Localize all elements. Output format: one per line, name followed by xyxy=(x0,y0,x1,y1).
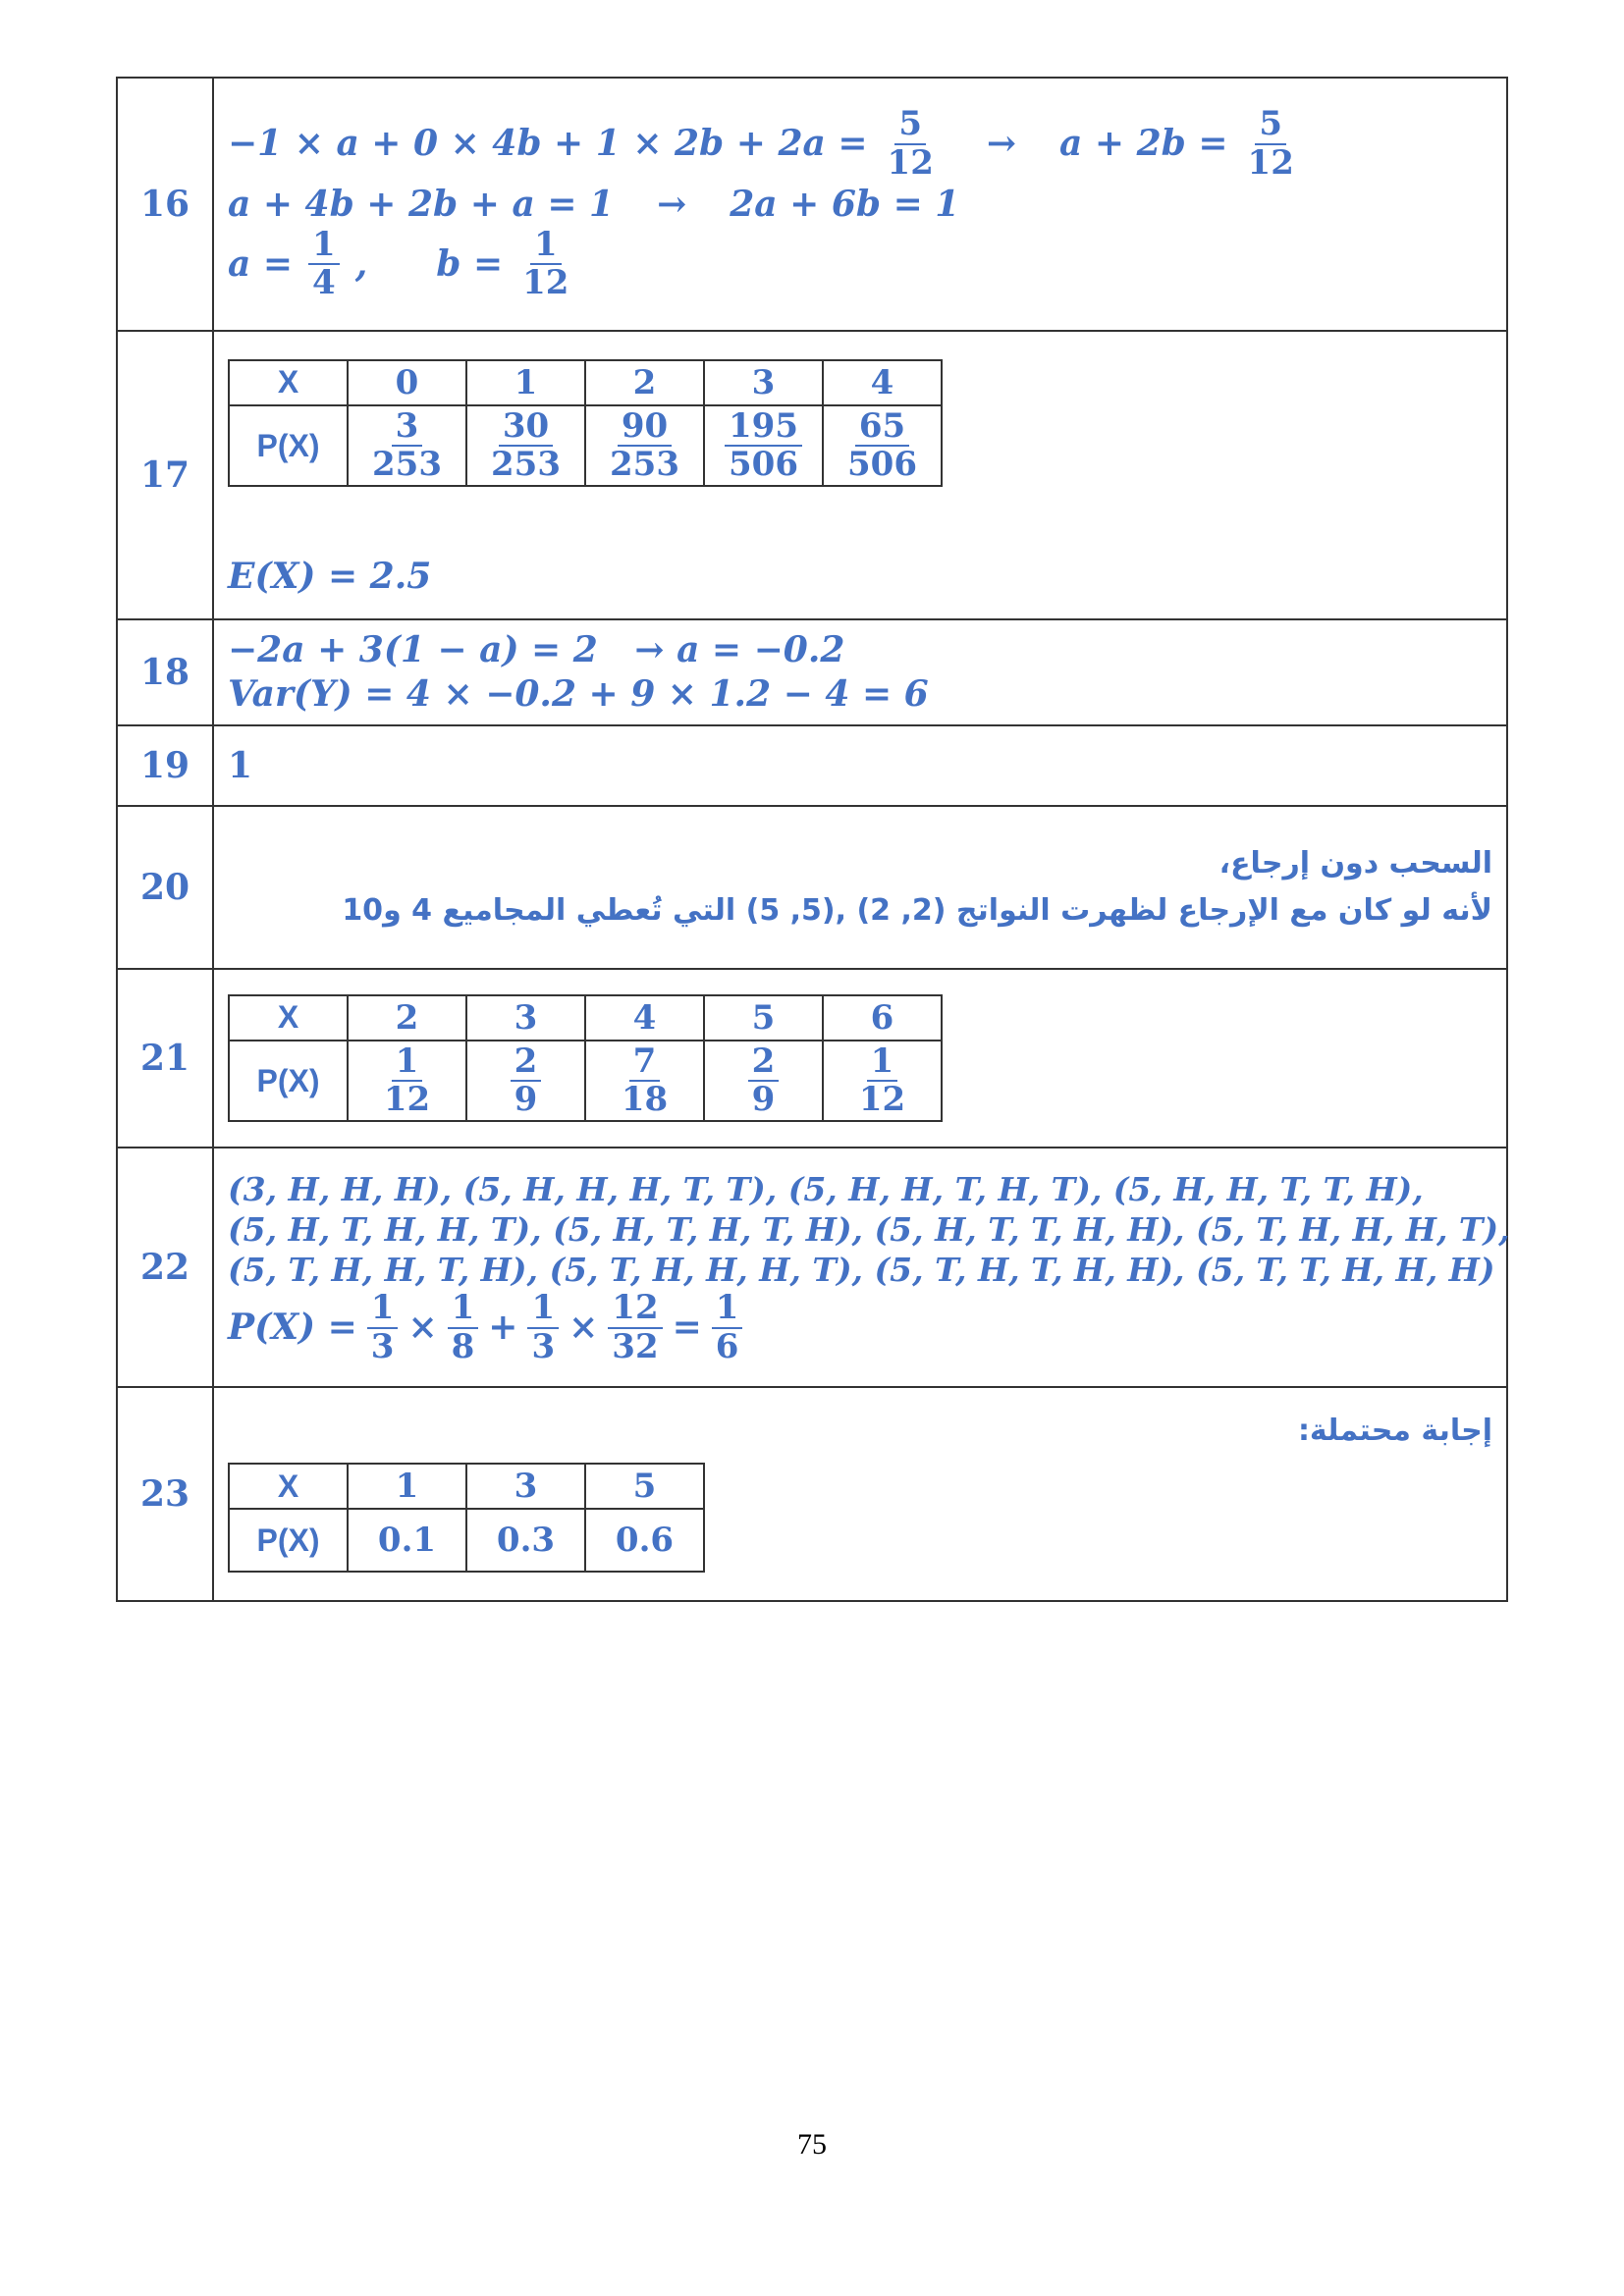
operator: × xyxy=(407,1307,438,1349)
answer-content xyxy=(213,1148,1510,1387)
x-label: X xyxy=(229,360,348,405)
expectation-line: E(X) = 2.5 xyxy=(228,555,432,597)
equation-text: P(X) = xyxy=(228,1307,357,1349)
distribution-table xyxy=(228,994,943,1123)
equation-text: a = xyxy=(228,242,294,285)
p-value: $\frac{30}{253}$ xyxy=(466,405,585,487)
outcomes-line: (5, H, T, H, H, T), (5, H, T, H, T, H), (5, H, T, T, H, H), (5, T, H, H, H, T), xyxy=(228,1209,1510,1249)
fraction: $\frac{1}{12}$ xyxy=(522,225,569,303)
fraction: $\frac{1}{4}$ xyxy=(308,227,340,302)
question-number: 19 xyxy=(117,725,213,806)
x-value: 4 xyxy=(585,995,704,1041)
equation-line: Var(Y) = 4 × −0.2 + 9 × 1.2 − 4 = 6 xyxy=(228,673,929,715)
equation-line xyxy=(228,182,1492,227)
probability-line xyxy=(228,1290,1492,1365)
equation-line xyxy=(228,106,1492,182)
answer-content xyxy=(213,331,1507,619)
answer-value: 1 xyxy=(228,744,253,786)
answer-content xyxy=(213,78,1507,331)
fraction: $\frac{1}{3}$ xyxy=(367,1290,399,1365)
answer-row-19 xyxy=(117,725,1507,806)
arabic-text-line: إجابة محتملة: xyxy=(1297,1414,1492,1448)
x-value: 3 xyxy=(704,360,823,405)
answer-content xyxy=(213,1387,1507,1601)
x-label: X xyxy=(229,1464,348,1509)
arrow-symbol: → xyxy=(986,123,1017,165)
x-value: 2 xyxy=(348,995,466,1041)
x-value: 0 xyxy=(348,360,466,405)
p-value: $\frac{1}{12}$ xyxy=(823,1041,942,1122)
question-number: 22 xyxy=(117,1148,213,1387)
arabic-text-line: السحب دون إرجاع، xyxy=(1218,846,1492,881)
equation-line: −2a + 3(1 − a) = 2 → a = −0.2 xyxy=(228,629,845,670)
answer-row-20 xyxy=(117,806,1507,969)
operator: = xyxy=(672,1307,702,1349)
question-number: 16 xyxy=(117,78,213,331)
fraction: $\frac{5}{12}$ xyxy=(887,104,934,183)
x-value: 5 xyxy=(585,1464,704,1509)
p-value: $\frac{7}{18}$ xyxy=(585,1041,704,1122)
p-value: $\frac{2}{9}$ xyxy=(466,1041,585,1122)
arrow-symbol: → xyxy=(657,183,687,225)
distribution-table xyxy=(228,1463,705,1573)
fraction: $\frac{1}{8}$ xyxy=(448,1290,479,1365)
x-value: 3 xyxy=(466,1464,585,1509)
equation-text: b = xyxy=(436,242,504,285)
answer-content xyxy=(213,806,1507,969)
operator: × xyxy=(568,1307,599,1349)
fraction: $\frac{1}{6}$ xyxy=(712,1290,743,1365)
p-value: $\frac{2}{9}$ xyxy=(704,1041,823,1122)
question-number: 20 xyxy=(117,806,213,969)
p-value: $\frac{90}{253}$ xyxy=(585,405,704,487)
equation-text: 2a + 6b = 1 xyxy=(730,183,960,225)
outcomes-line: (3, H, H, H), (5, H, H, H, T, T), (5, H, H, T, H, T), (5, H, H, T, T, H), xyxy=(228,1169,1424,1208)
x-value: 4 xyxy=(823,360,942,405)
p-value: $\frac{3}{253}$ xyxy=(348,405,466,487)
answer-row-23 xyxy=(117,1387,1507,1601)
x-value: 1 xyxy=(348,1464,466,1509)
x-value: 3 xyxy=(466,995,585,1041)
answer-row-21 xyxy=(117,969,1507,1148)
equation-text: a + 2b = xyxy=(1059,123,1228,165)
page-number: 75 xyxy=(797,2128,827,2161)
fraction: $\frac{1}{3}$ xyxy=(527,1290,559,1365)
p-value: 0.3 xyxy=(466,1509,585,1572)
answer-content xyxy=(213,725,1507,806)
p-value: 0.1 xyxy=(348,1509,466,1572)
arabic-text-line: لأنه لو كان مع الإرجاع لظهرت النواتج (2, 2) ,(5, 5) التي تُعطي المجاميع 4 و10 xyxy=(342,893,1492,928)
x-label: X xyxy=(229,995,348,1041)
question-number: 21 xyxy=(117,969,213,1148)
x-value: 6 xyxy=(823,995,942,1041)
answer-row-18 xyxy=(117,619,1507,725)
p-value: $\frac{65}{506}$ xyxy=(823,405,942,487)
outcomes-line: (5, T, H, H, T, H), (5, T, H, H, H, T), (5, T, H, T, H, H), (5, T, T, H, H, H) xyxy=(228,1251,1495,1290)
fraction: $\frac{5}{12}$ xyxy=(1247,104,1294,183)
question-number: 17 xyxy=(117,331,213,619)
operator: + xyxy=(488,1307,518,1349)
separator: , xyxy=(354,242,368,285)
x-value: 5 xyxy=(704,995,823,1041)
answer-row-16 xyxy=(117,78,1507,331)
answer-content xyxy=(213,619,1507,725)
equation-text: −1 × a + 0 × 4b + 1 × 2b + 2a = xyxy=(228,123,868,165)
p-label: P(X) xyxy=(229,405,348,487)
equation-text: a + 4b + 2b + a = 1 xyxy=(228,183,615,225)
p-value: $\frac{195}{506}$ xyxy=(704,405,823,487)
answer-row-17 xyxy=(117,331,1507,619)
p-label: P(X) xyxy=(229,1041,348,1122)
p-value: 0.6 xyxy=(585,1509,704,1572)
p-value: $\frac{1}{12}$ xyxy=(348,1041,466,1122)
question-number: 18 xyxy=(117,619,213,725)
fraction: $\frac{12}{32}$ xyxy=(608,1290,662,1365)
question-number: 23 xyxy=(117,1387,213,1601)
x-value: 1 xyxy=(466,360,585,405)
p-label: P(X) xyxy=(229,1509,348,1572)
distribution-table xyxy=(228,359,943,488)
equation-line xyxy=(228,227,1492,302)
answer-row-22 xyxy=(117,1148,1507,1387)
x-value: 2 xyxy=(585,360,704,405)
answer-content xyxy=(213,969,1507,1148)
answers-table xyxy=(116,77,1508,1602)
